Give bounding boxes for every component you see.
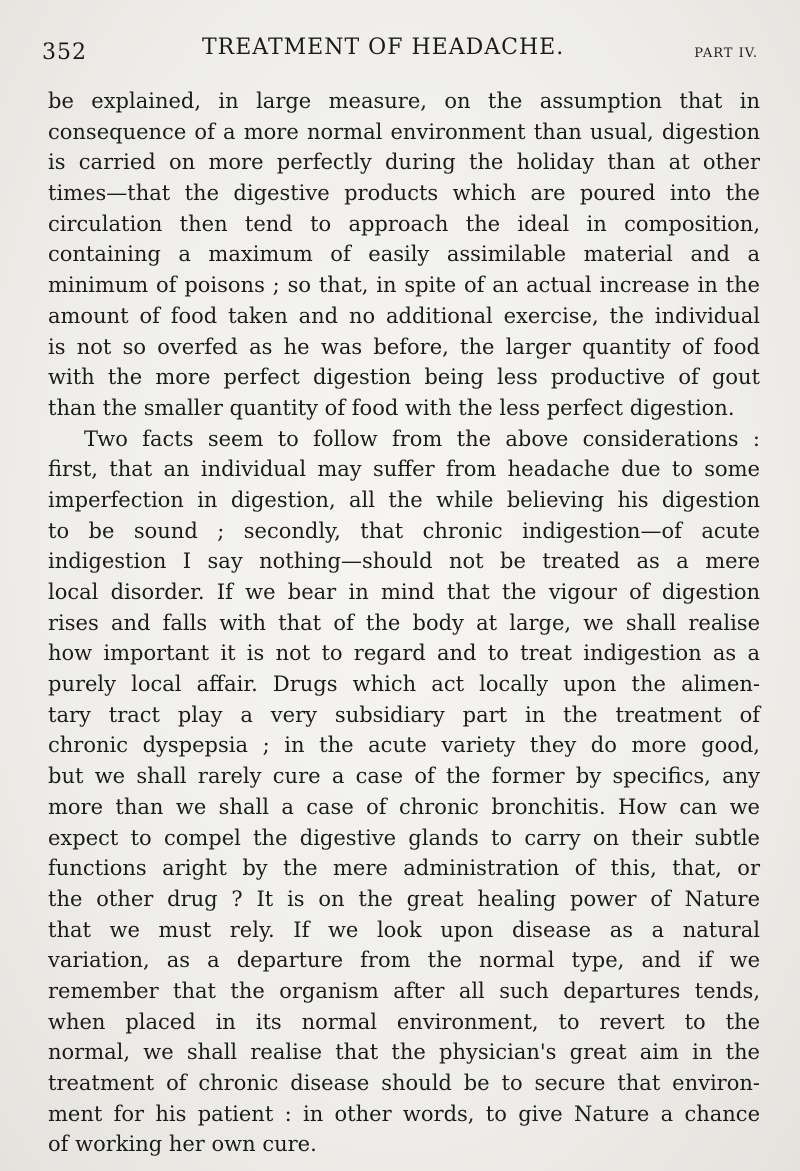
text-line: how important it is not to regard and to treat indigestion as a: [48, 641, 760, 666]
text-line: amount of food taken and no additional exercise, the individual: [48, 303, 760, 328]
text-line: the other drug ? It is on the great healing power of Nature: [48, 886, 760, 911]
text-line: ment for his patient : in other words, to give Nature a chance: [48, 1101, 760, 1126]
text-line: expect to compel the digestive glands to carry on their subtle: [48, 825, 760, 850]
paragraph: [48, 424, 760, 1161]
text-line: circulation then tend to approach the ideal in composition,: [48, 211, 760, 236]
running-title: TREATMENT OF HEADACHE.: [202, 35, 565, 60]
text-line: rises and falls with that of the body at large, we shall realise: [48, 610, 760, 635]
text-line: tary tract play a very subsidiary part in the treatment of: [48, 702, 760, 727]
text-line: when placed in its normal environment, to revert to the: [48, 1009, 760, 1034]
text-line: remember that the organism after all such departures tends,: [48, 978, 760, 1003]
text-line: to be sound ; secondly, that chronic indigestion—of acute: [48, 518, 760, 543]
text-line: of working her own cure.: [48, 1132, 317, 1157]
text-line: more than we shall a case of chronic bronchitis. How can we: [48, 794, 760, 819]
text-line: Two facts seem to follow from the above considerations :: [84, 426, 760, 451]
text-line: times—that the digestive products which are poured into the: [48, 181, 760, 206]
text-line: indigestion I say nothing—should not be treated as a mere: [48, 549, 760, 574]
text-line: first, that an individual may suffer from headache due to some: [48, 457, 760, 482]
text-line: but we shall rarely cure a case of the former by specifics, any: [48, 764, 760, 789]
text-line: variation, as a departure from the normal type, and if we: [48, 948, 760, 973]
text-line: is carried on more perfectly during the holiday than at other: [48, 150, 760, 175]
paragraph: [48, 86, 760, 424]
text-line: treatment of chronic disease should be to secure that environ-: [48, 1071, 760, 1095]
text-line: than the smaller quantity of food with the less perfect digestion.: [48, 395, 735, 420]
text-line: normal, we shall realise that the physician's great aim in the: [48, 1040, 760, 1065]
text-line: chronic dyspepsia ; in the acute variety they do more good,: [48, 733, 760, 758]
text-line: is not so overfed as he was before, the larger quantity of food: [48, 334, 760, 359]
text-line: imperfection in digestion, all the while believing his digestion: [48, 487, 760, 512]
text-line: minimum of poisons ; so that, in spite of an actual increase in the: [48, 273, 760, 298]
text-line: that we must rely. If we look upon disease as a natural: [48, 917, 760, 942]
body-text: [48, 86, 760, 1160]
part-label: PART IV.: [694, 46, 758, 61]
page-header: [42, 30, 758, 70]
text-line: local disorder. If we bear in mind that the vigour of digestion: [48, 580, 760, 604]
text-line: containing a maximum of easily assimilable material and a: [48, 242, 760, 267]
page-number: 352: [42, 40, 87, 65]
text-line: functions aright by the mere administration of this, that, or: [48, 856, 760, 881]
text-line: consequence of a more normal environment than usual, digestion: [48, 119, 760, 144]
text-line: be explained, in large measure, on the assumption that in: [48, 89, 760, 113]
text-line: purely local affair. Drugs which act locally upon the alimen-: [48, 672, 760, 697]
text-line: with the more perfect digestion being less productive of gout: [48, 365, 760, 390]
